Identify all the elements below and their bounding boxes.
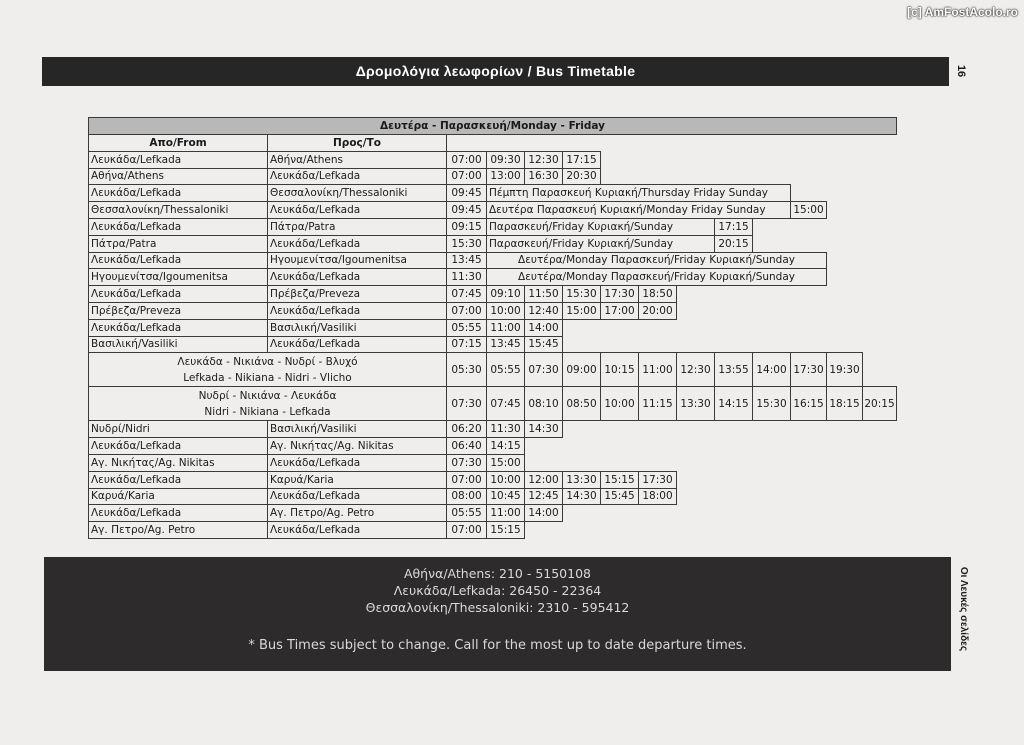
from-cell: Αγ. Νικήτας/Ag. Nikitas (89, 454, 268, 471)
time-cell: 16:30 (525, 168, 563, 185)
side-label: Οι Λευκές σελίδες (958, 566, 969, 652)
to-cell: Καρυά/Karia (268, 471, 447, 488)
time-cell: 10:45 (487, 488, 525, 505)
to-cell: Πάτρα/Patra (268, 218, 447, 235)
time-cell: 07:30 (447, 454, 487, 471)
time-cell: 08:50 (563, 387, 601, 421)
time-cell: 19:30 (827, 353, 863, 387)
table-row (89, 218, 897, 235)
to-cell: Λευκάδα/Lefkada (268, 522, 447, 539)
from-cell: Λευκάδα/Lefkada (89, 319, 268, 336)
time-cell: 17:15 (715, 218, 753, 235)
route-latin: Nidri - Nikiana - Lefkada (204, 405, 331, 418)
from-cell: Νυδρί/Nidri (89, 421, 268, 438)
time-cell: 17:30 (791, 353, 827, 387)
time-cell: 14:30 (563, 488, 601, 505)
time-cell: 11:00 (639, 353, 677, 387)
time-cell: 20:00 (639, 302, 677, 319)
days-cell: Δευτέρα Παρασκευή Κυριακή/Monday Friday Sunday (487, 202, 791, 219)
route-greek: Νυδρί - Νικιάνα - Λευκάδα (198, 389, 337, 402)
time-cell: 15:00 (791, 202, 827, 219)
time-cell: 14:00 (525, 319, 563, 336)
to-cell: Λευκάδα/Lefkada (268, 454, 447, 471)
time-cell: 06:20 (447, 421, 487, 438)
from-cell: Ηγουμενίτσα/Igoumenitsa (89, 269, 268, 286)
table-row (89, 185, 897, 202)
time-cell: 20:30 (563, 168, 601, 185)
from-cell: Πάτρα/Patra (89, 235, 268, 252)
time-cell: 15:15 (601, 471, 639, 488)
time-cell: 08:10 (525, 387, 563, 421)
time-cell: 10:00 (601, 387, 639, 421)
from-cell: Λευκάδα/Lefkada (89, 286, 268, 303)
contact-list (44, 557, 951, 616)
from-cell: Πρέβεζα/Preveza (89, 302, 268, 319)
time-cell: 13:00 (487, 168, 525, 185)
to-cell: Λευκάδα/Lefkada (268, 336, 447, 353)
time-cell: 18:00 (639, 488, 677, 505)
time-cell: 20:15 (863, 387, 897, 421)
time-cell: 07:00 (447, 471, 487, 488)
time-cell: 18:50 (639, 286, 677, 303)
time-cell: 15:45 (601, 488, 639, 505)
table-row (89, 269, 897, 286)
time-cell: 15:30 (563, 286, 601, 303)
from-cell: Βασιλική/Vasiliki (89, 336, 268, 353)
contact-athens: Αθήνα/Athens: 210 - 5150108 (403, 566, 591, 581)
to-cell: Αγ. Πετρο/Ag. Petro (268, 505, 447, 522)
table-row (89, 522, 897, 539)
time-cell: 09:45 (447, 202, 487, 219)
to-cell: Λευκάδα/Lefkada (268, 302, 447, 319)
time-cell: 12:00 (525, 471, 563, 488)
time-cell: 12:40 (525, 302, 563, 319)
from-cell: Λευκάδα/Lefkada (89, 218, 268, 235)
time-cell: 15:00 (487, 454, 525, 471)
to-cell: Λευκάδα/Lefkada (268, 235, 447, 252)
time-cell: 05:55 (447, 319, 487, 336)
from-cell: Αθήνα/Athens (89, 168, 268, 185)
to-cell: Λευκάδα/Lefkada (268, 202, 447, 219)
table-row (89, 488, 897, 505)
from-cell: Καρυά/Karia (89, 488, 268, 505)
footer-note: * Bus Times subject to change. Call for the most up to date departure times. (248, 638, 747, 653)
contact-lefkada: Λευκάδα/Lefkada: 26450 - 22364 (393, 583, 602, 598)
time-cell: 16:15 (791, 387, 827, 421)
to-cell: Λευκάδα/Lefkada (268, 269, 447, 286)
table-row (89, 421, 897, 438)
column-header-from: Απο/From (89, 135, 268, 152)
from-cell: Λευκάδα/Lefkada (89, 151, 268, 168)
time-cell: 12:45 (525, 488, 563, 505)
period-band: Δευτέρα - Παρασκευή/Monday - Friday (89, 118, 897, 135)
time-cell: 07:30 (525, 353, 563, 387)
time-cell: 09:00 (563, 353, 601, 387)
time-cell: 15:00 (563, 302, 601, 319)
time-cell: 15:45 (525, 336, 563, 353)
time-cell: 17:00 (601, 302, 639, 319)
table-row (89, 505, 897, 522)
time-cell: 11:00 (487, 319, 525, 336)
time-cell: 13:30 (677, 387, 715, 421)
time-cell: 11:15 (639, 387, 677, 421)
time-cell: 11:00 (487, 505, 525, 522)
route-cell (89, 387, 447, 421)
days-cell: Παρασκευή/Friday Κυριακή/Sunday (487, 235, 715, 252)
from-cell: Αγ. Πετρο/Ag. Petro (89, 522, 268, 539)
time-cell: 14:30 (525, 421, 563, 438)
table-row (89, 286, 897, 303)
time-cell: 12:30 (677, 353, 715, 387)
watermark: [c] AmFostAcolo.ro (907, 5, 1018, 19)
time-cell: 14:15 (487, 438, 525, 455)
time-cell: 06:40 (447, 438, 487, 455)
time-cell: 05:55 (487, 353, 525, 387)
time-cell: 14:00 (525, 505, 563, 522)
to-cell: Λευκάδα/Lefkada (268, 488, 447, 505)
table-row (89, 353, 897, 387)
to-cell: Θεσσαλονίκη/Thessaloniki (268, 185, 447, 202)
time-cell: 07:00 (447, 151, 487, 168)
from-cell: Λευκάδα/Lefkada (89, 471, 268, 488)
to-cell: Βασιλική/Vasiliki (268, 319, 447, 336)
time-cell: 18:15 (827, 387, 863, 421)
table-row (89, 202, 897, 219)
time-cell: 17:15 (563, 151, 601, 168)
time-cell: 05:30 (447, 353, 487, 387)
to-cell: Λευκάδα/Lefkada (268, 168, 447, 185)
to-cell: Βασιλική/Vasiliki (268, 421, 447, 438)
table-row (89, 302, 897, 319)
from-cell: Λευκάδα/Lefkada (89, 505, 268, 522)
time-cell: 11:30 (487, 421, 525, 438)
route-latin: Lefkada - Nikiana - Nidri - Vlicho (183, 371, 352, 384)
table-row (89, 151, 897, 168)
table-row (89, 454, 897, 471)
time-cell: 07:30 (447, 387, 487, 421)
time-cell: 07:45 (487, 387, 525, 421)
time-cell: 10:00 (487, 471, 525, 488)
days-cell: Δευτέρα/Monday Παρασκευή/Friday Κυριακή/Sunday (487, 252, 827, 269)
time-cell: 17:30 (639, 471, 677, 488)
time-cell: 09:30 (487, 151, 525, 168)
route-greek: Λευκάδα - Νικιάνα - Νυδρί - Βλυχό (177, 355, 358, 368)
from-cell: Λευκάδα/Lefkada (89, 252, 268, 269)
time-cell: 08:00 (447, 488, 487, 505)
page-number: 16 (955, 64, 967, 78)
time-cell: 12:30 (525, 151, 563, 168)
time-cell: 10:00 (487, 302, 525, 319)
time-cell: 13:45 (447, 252, 487, 269)
column-header-to: Προς/Το (268, 135, 447, 152)
page-title: Δρομολόγια λεωφορίων / Bus Timetable (42, 57, 949, 86)
time-cell: 15:30 (753, 387, 791, 421)
time-cell: 14:15 (715, 387, 753, 421)
route-cell (89, 353, 447, 387)
contact-thessaloniki: Θεσσαλονίκη/Thessaloniki: 2310 - 595412 (365, 600, 630, 615)
table-row (89, 168, 897, 185)
time-cell: 09:15 (447, 218, 487, 235)
time-cell: 07:00 (447, 168, 487, 185)
from-cell: Θεσσαλονίκη/Thessaloniki (89, 202, 268, 219)
to-cell: Αθήνα/Athens (268, 151, 447, 168)
from-cell: Λευκάδα/Lefkada (89, 438, 268, 455)
time-cell: 11:30 (447, 269, 487, 286)
time-cell: 09:10 (487, 286, 525, 303)
table-row (89, 438, 897, 455)
time-cell: 10:15 (601, 353, 639, 387)
bus-timetable (88, 117, 897, 539)
time-cell: 07:00 (447, 302, 487, 319)
time-cell: 13:30 (563, 471, 601, 488)
days-cell: Παρασκευή/Friday Κυριακή/Sunday (487, 218, 715, 235)
contact-footer (44, 557, 951, 671)
time-cell: 07:45 (447, 286, 487, 303)
days-cell: Δευτέρα/Monday Παρασκευή/Friday Κυριακή/Sunday (487, 269, 827, 286)
to-cell: Πρέβεζα/Preveza (268, 286, 447, 303)
time-cell: 20:15 (715, 235, 753, 252)
time-cell: 05:55 (447, 505, 487, 522)
time-cell: 11:50 (525, 286, 563, 303)
table-row (89, 387, 897, 421)
time-cell: 15:15 (487, 522, 525, 539)
time-cell: 07:00 (447, 522, 487, 539)
to-cell: Αγ. Νικήτας/Ag. Nikitas (268, 438, 447, 455)
table-row (89, 235, 897, 252)
to-cell: Ηγουμενίτσα/Igoumenitsa (268, 252, 447, 269)
time-cell: 13:45 (487, 336, 525, 353)
time-cell: 13:55 (715, 353, 753, 387)
time-cell: 07:15 (447, 336, 487, 353)
time-cell: 09:45 (447, 185, 487, 202)
table-row (89, 319, 897, 336)
table-row (89, 252, 897, 269)
table-row (89, 471, 897, 488)
time-cell: 17:30 (601, 286, 639, 303)
table-row (89, 336, 897, 353)
days-cell: Πέμπτη Παρασκευή Κυριακή/Thursday Friday Sunday (487, 185, 791, 202)
time-cell: 14:00 (753, 353, 791, 387)
time-cell: 15:30 (447, 235, 487, 252)
from-cell: Λευκάδα/Lefkada (89, 185, 268, 202)
